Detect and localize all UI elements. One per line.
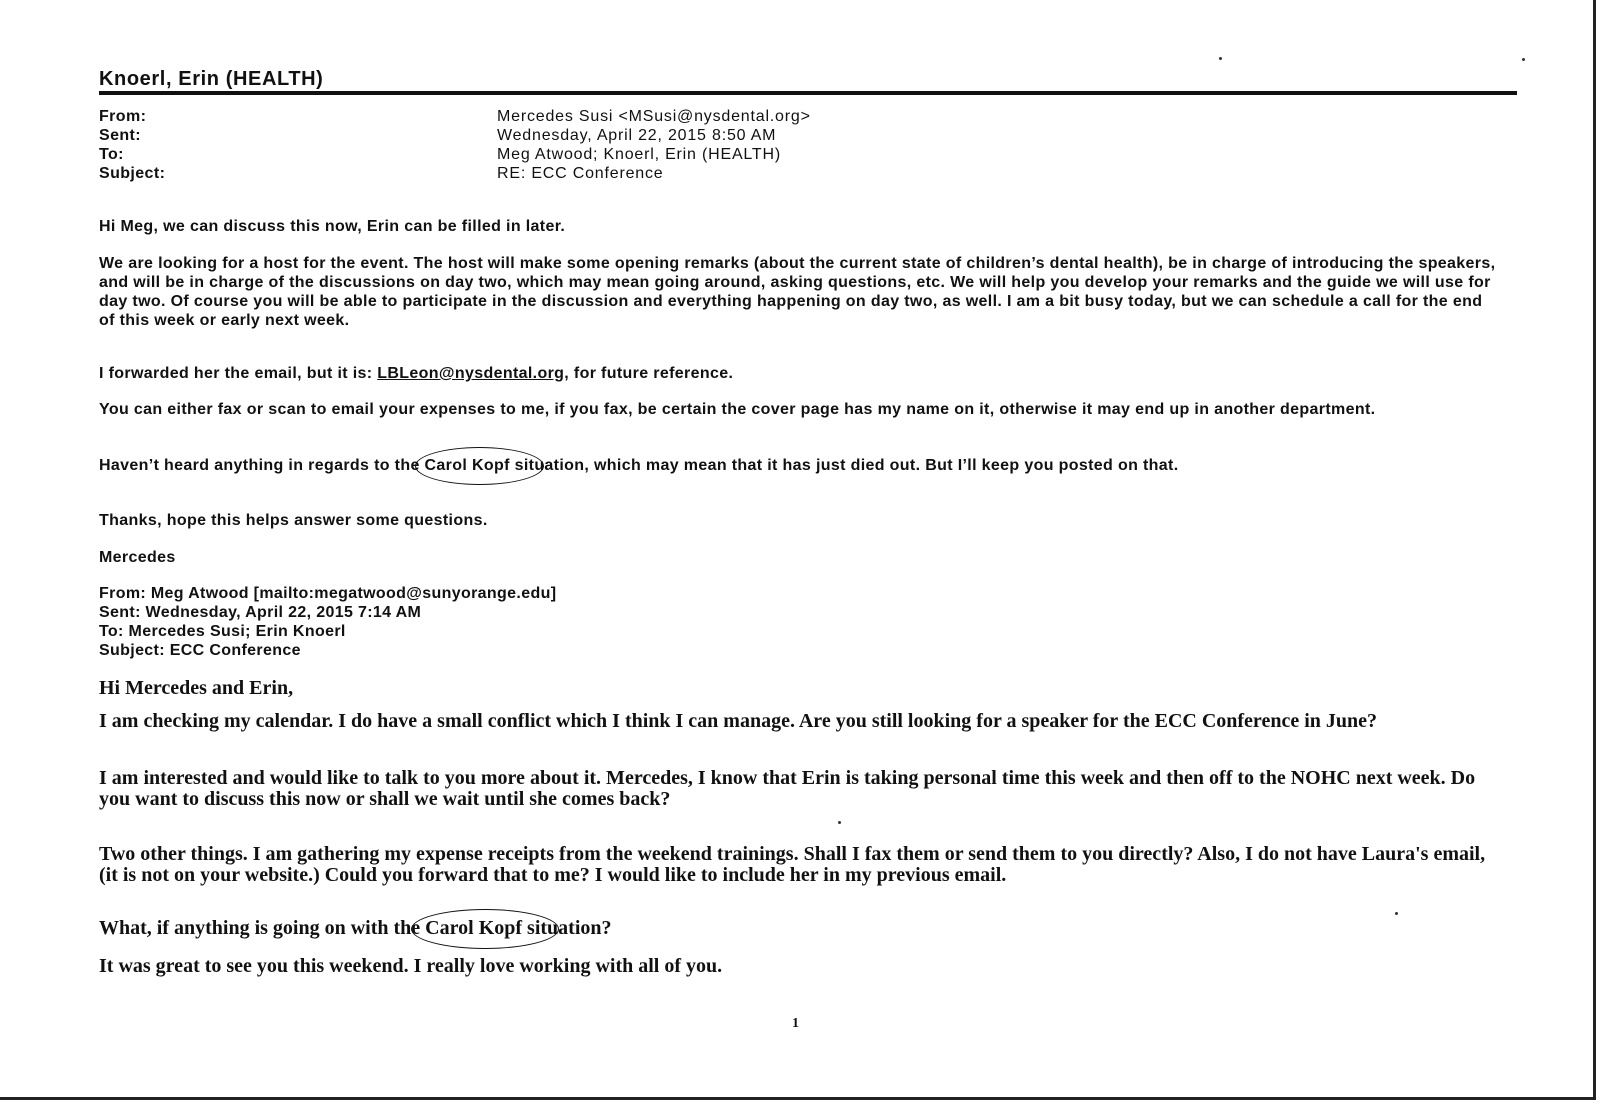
- circled-name-2: [425, 918, 522, 939]
- meta-from-label: From:: [99, 108, 147, 125]
- original-paragraph-3: I am interested and would like to talk to you more about it. Mercedes, I know that Erin is taking personal time this week and then off to the NOHC next week. Do you want to discuss this now or shall we wait until she comes back?: [99, 767, 1476, 810]
- fwd-sent-label: Sent:: [99, 604, 141, 621]
- email-link[interactable]: LBLeon@nysdental.org: [377, 365, 565, 382]
- circled-name-2-text: Carol Kopf: [425, 917, 523, 939]
- fwd-from-label: From:: [99, 585, 147, 602]
- email-meta: [99, 107, 1517, 183]
- fwd-subject-row: [99, 641, 556, 660]
- mailbox-owner-name: Knoerl, Erin (HEALTH): [99, 68, 324, 90]
- fwd-subject-value: ECC Conference: [169, 642, 301, 659]
- original-paragraph-6: It was great to see you this weekend. I really love working with all of you.: [99, 955, 723, 977]
- meta-from-value: Mercedes Susi <MSusi@nysdental.org>: [497, 108, 811, 125]
- original-paragraph-2: I am checking my calendar. I do have a small conflict which I think I can manage. Are you still looking for a speaker for the ECC Conference in June?: [99, 710, 1378, 732]
- page-number: 1: [792, 1016, 799, 1031]
- fwd-sent-row: [99, 603, 556, 622]
- meta-sent-row: [99, 126, 1517, 145]
- meta-subject-row: [99, 164, 1517, 183]
- original-paragraph-4: Two other things. I am gathering my expense receipts from the weekend trainings. Shall I fax them or send them to you directly? Also, I do not have Laura's email, (it is not on your website.) Could you forward that to me? I would like to include her in my previous email.: [99, 843, 1486, 886]
- email-document: [99, 68, 1517, 977]
- scan-speck: [838, 821, 841, 824]
- scan-speck: [1522, 58, 1525, 61]
- original-paragraph-5-text-after: situation?: [522, 917, 612, 939]
- reply-paragraph-3: [99, 364, 733, 383]
- fwd-from-row: [99, 584, 556, 603]
- reply-paragraph-6: Thanks, hope this helps answer some questions.: [99, 512, 488, 529]
- scan-speck: [1219, 57, 1222, 60]
- original-paragraph-5: [99, 918, 612, 939]
- fwd-to-value: Mercedes Susi; Erin Knoerl: [128, 623, 346, 640]
- meta-sent-value: Wednesday, April 22, 2015 8:50 AM: [497, 127, 777, 144]
- meta-to-label: To:: [99, 146, 124, 163]
- fwd-to-row: [99, 622, 556, 641]
- original-paragraph-1: Hi Mercedes and Erin,: [99, 677, 294, 699]
- fwd-from-value: Meg Atwood [mailto:megatwood@sunyorange.edu]: [150, 585, 557, 602]
- forwarded-header: [99, 584, 556, 660]
- circled-name-text: Carol Kopf: [424, 457, 510, 474]
- reply-paragraph-4: You can either fax or scan to email your expenses to me, if you fax, be certain the cover page has my name on it, otherwise it may end up in another department.: [99, 401, 1376, 418]
- header-rule: [99, 91, 1517, 95]
- circled-name: [425, 456, 510, 475]
- meta-from-row: [99, 107, 1517, 126]
- reply-paragraph-3-text-before: I forwarded her the email, but it is:: [99, 365, 378, 382]
- reply-paragraph-5-text-after: situation, which may mean that it has just died out. But I’ll keep you posted on that.: [509, 457, 1179, 474]
- meta-subject-label: Subject:: [99, 165, 166, 182]
- reply-paragraph-5-text-before: Haven’t heard anything in regards to the: [99, 457, 425, 474]
- fwd-subject-label: Subject:: [99, 642, 165, 659]
- meta-sent-label: Sent:: [99, 127, 141, 144]
- meta-subject-value: RE: ECC Conference: [497, 165, 664, 182]
- reply-paragraph-1: Hi Meg, we can discuss this now, Erin can be filled in later.: [99, 218, 566, 235]
- original-paragraph-5-text-before: What, if anything is going on with the: [99, 917, 426, 939]
- fwd-to-label: To:: [99, 623, 124, 640]
- meta-to-row: [99, 145, 1517, 164]
- scan-speck: [1395, 912, 1398, 915]
- meta-to-value: Meg Atwood; Knoerl, Erin (HEALTH): [497, 146, 781, 163]
- reply-paragraph-2: We are looking for a host for the event. The host will make some opening remarks (about the current state of children’s dental health), be in charge of introducing the speakers, and will be in charge of the discussions on day two, which may mean going around, asking questions, etc. We will help you develop your remarks and the guide we will use for day two. Of course you will be able to participate in the discussion and everything happening on day two, as well. I am a bit busy today, but we can schedule a call for the end of this week or early next week.: [99, 255, 1496, 329]
- fwd-sent-value: Wednesday, April 22, 2015 7:14 AM: [145, 604, 422, 621]
- signature: Mercedes: [99, 549, 176, 566]
- reply-paragraph-5: [99, 456, 1499, 475]
- reply-paragraph-3-text-after: , for future reference.: [564, 365, 734, 382]
